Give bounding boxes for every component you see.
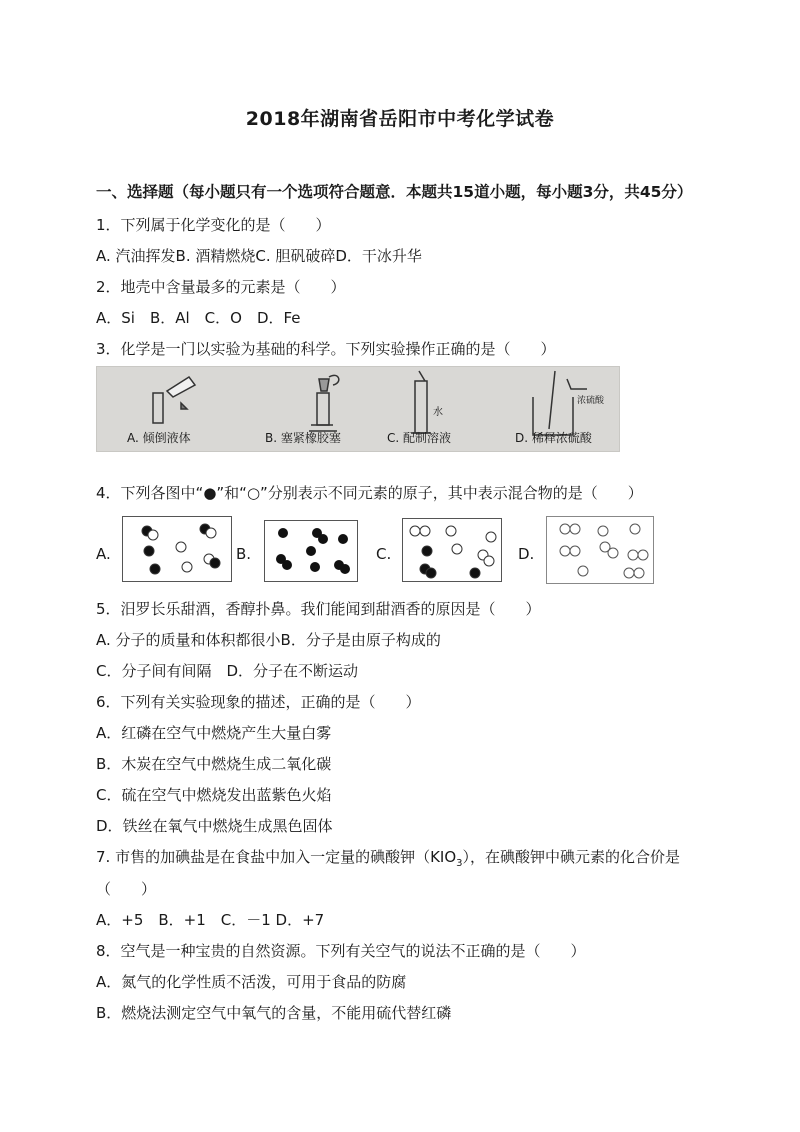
- molecule-box-a: [122, 516, 232, 582]
- q8-stem: 8．空气是一种宝贵的自然资源。下列有关空气的说法不正确的是（ ）: [96, 942, 586, 960]
- q1-options: A. 汽油挥发B. 酒精燃烧C. 胆矾破碎D．干冰升华: [96, 247, 422, 265]
- molecule-box-d: [546, 516, 654, 584]
- fig-label-b: B. 塞紧橡胶塞: [265, 431, 341, 445]
- q6-option-d: D．铁丝在氧气中燃烧生成黑色固体: [96, 817, 333, 835]
- water-label: 水: [433, 407, 443, 418]
- q6-option-c: C．硫在空气中燃烧发出蓝紫色火焰: [96, 786, 332, 804]
- q5-options-cd: C．分子间有间隔 D．分子在不断运动: [96, 662, 359, 680]
- q4-label-c: C.: [376, 545, 392, 563]
- q4-stem: 4．下列各图中“●”和“○”分别表示不同元素的原子，其中表示混合物的是（ ）: [96, 484, 643, 502]
- q7-stem: 7. 市售的加碘盐是在食盐中加入一定量的碘酸钾$(KIO_3)$，在碘酸钾中碘元素的化合价是: [96, 848, 681, 869]
- q5-stem: 5．汨罗长乐甜酒，香醇扑鼻。我们能闻到甜酒香的原因是（ ）: [96, 600, 541, 618]
- q6-option-a: A．红磷在空气中燃烧产生大量白雾: [96, 724, 332, 742]
- atoms-c: [403, 519, 501, 581]
- q4-label-a: A.: [96, 545, 111, 563]
- q6-stem: 6．下列有关实验现象的描述，正确的是（ ）: [96, 693, 421, 711]
- atoms-a: [123, 517, 231, 581]
- fig-label-a: A. 倾倒液体: [127, 431, 191, 445]
- q3-stem: 3．化学是一门以实验为基础的科学。下列实验操作正确的是（ ）: [96, 340, 556, 358]
- q4-label-b: B.: [236, 545, 252, 563]
- section-heading: 一、选择题（每小题只有一个选项符合题意．本题共15道小题，每小题3分，共45分）: [96, 183, 693, 201]
- q7-blank: （ ）: [96, 880, 157, 898]
- atoms-d: [547, 517, 653, 583]
- q5-options-ab: A. 分子的质量和体积都很小B．分子是由原子构成的: [96, 631, 441, 649]
- q6-option-b: B．木炭在空气中燃烧生成二氧化碳: [96, 755, 332, 773]
- q8-option-a: A．氮气的化学性质不活泼，可用于食品的防腐: [96, 973, 407, 991]
- page-title: 2018年湖南省岳阳市中考化学试卷: [245, 108, 555, 130]
- fig-label-c: C. 配制溶液: [387, 431, 452, 445]
- molecule-box-b: [264, 520, 358, 582]
- q2-stem: 2．地壳中含量最多的元素是（ ）: [96, 278, 346, 296]
- molecule-box-c: [402, 518, 502, 582]
- atoms-b: [265, 521, 357, 581]
- q1-stem: 1．下列属于化学变化的是（ ）: [96, 216, 331, 234]
- q2-options: A．Si B．Al C．O D．Fe: [96, 309, 301, 327]
- q8-option-b: B．燃烧法测定空气中氧气的含量，不能用硫代替红磷: [96, 1004, 452, 1022]
- q4-label-d: D.: [518, 545, 535, 563]
- fig-label-d: D. 稀释浓硫酸: [515, 431, 592, 445]
- acid-label: 浓硫酸: [577, 396, 605, 406]
- q7-options: A．+5 B．+1 C．－1 D．+7: [96, 911, 325, 929]
- q3-lab-figure: [96, 366, 620, 452]
